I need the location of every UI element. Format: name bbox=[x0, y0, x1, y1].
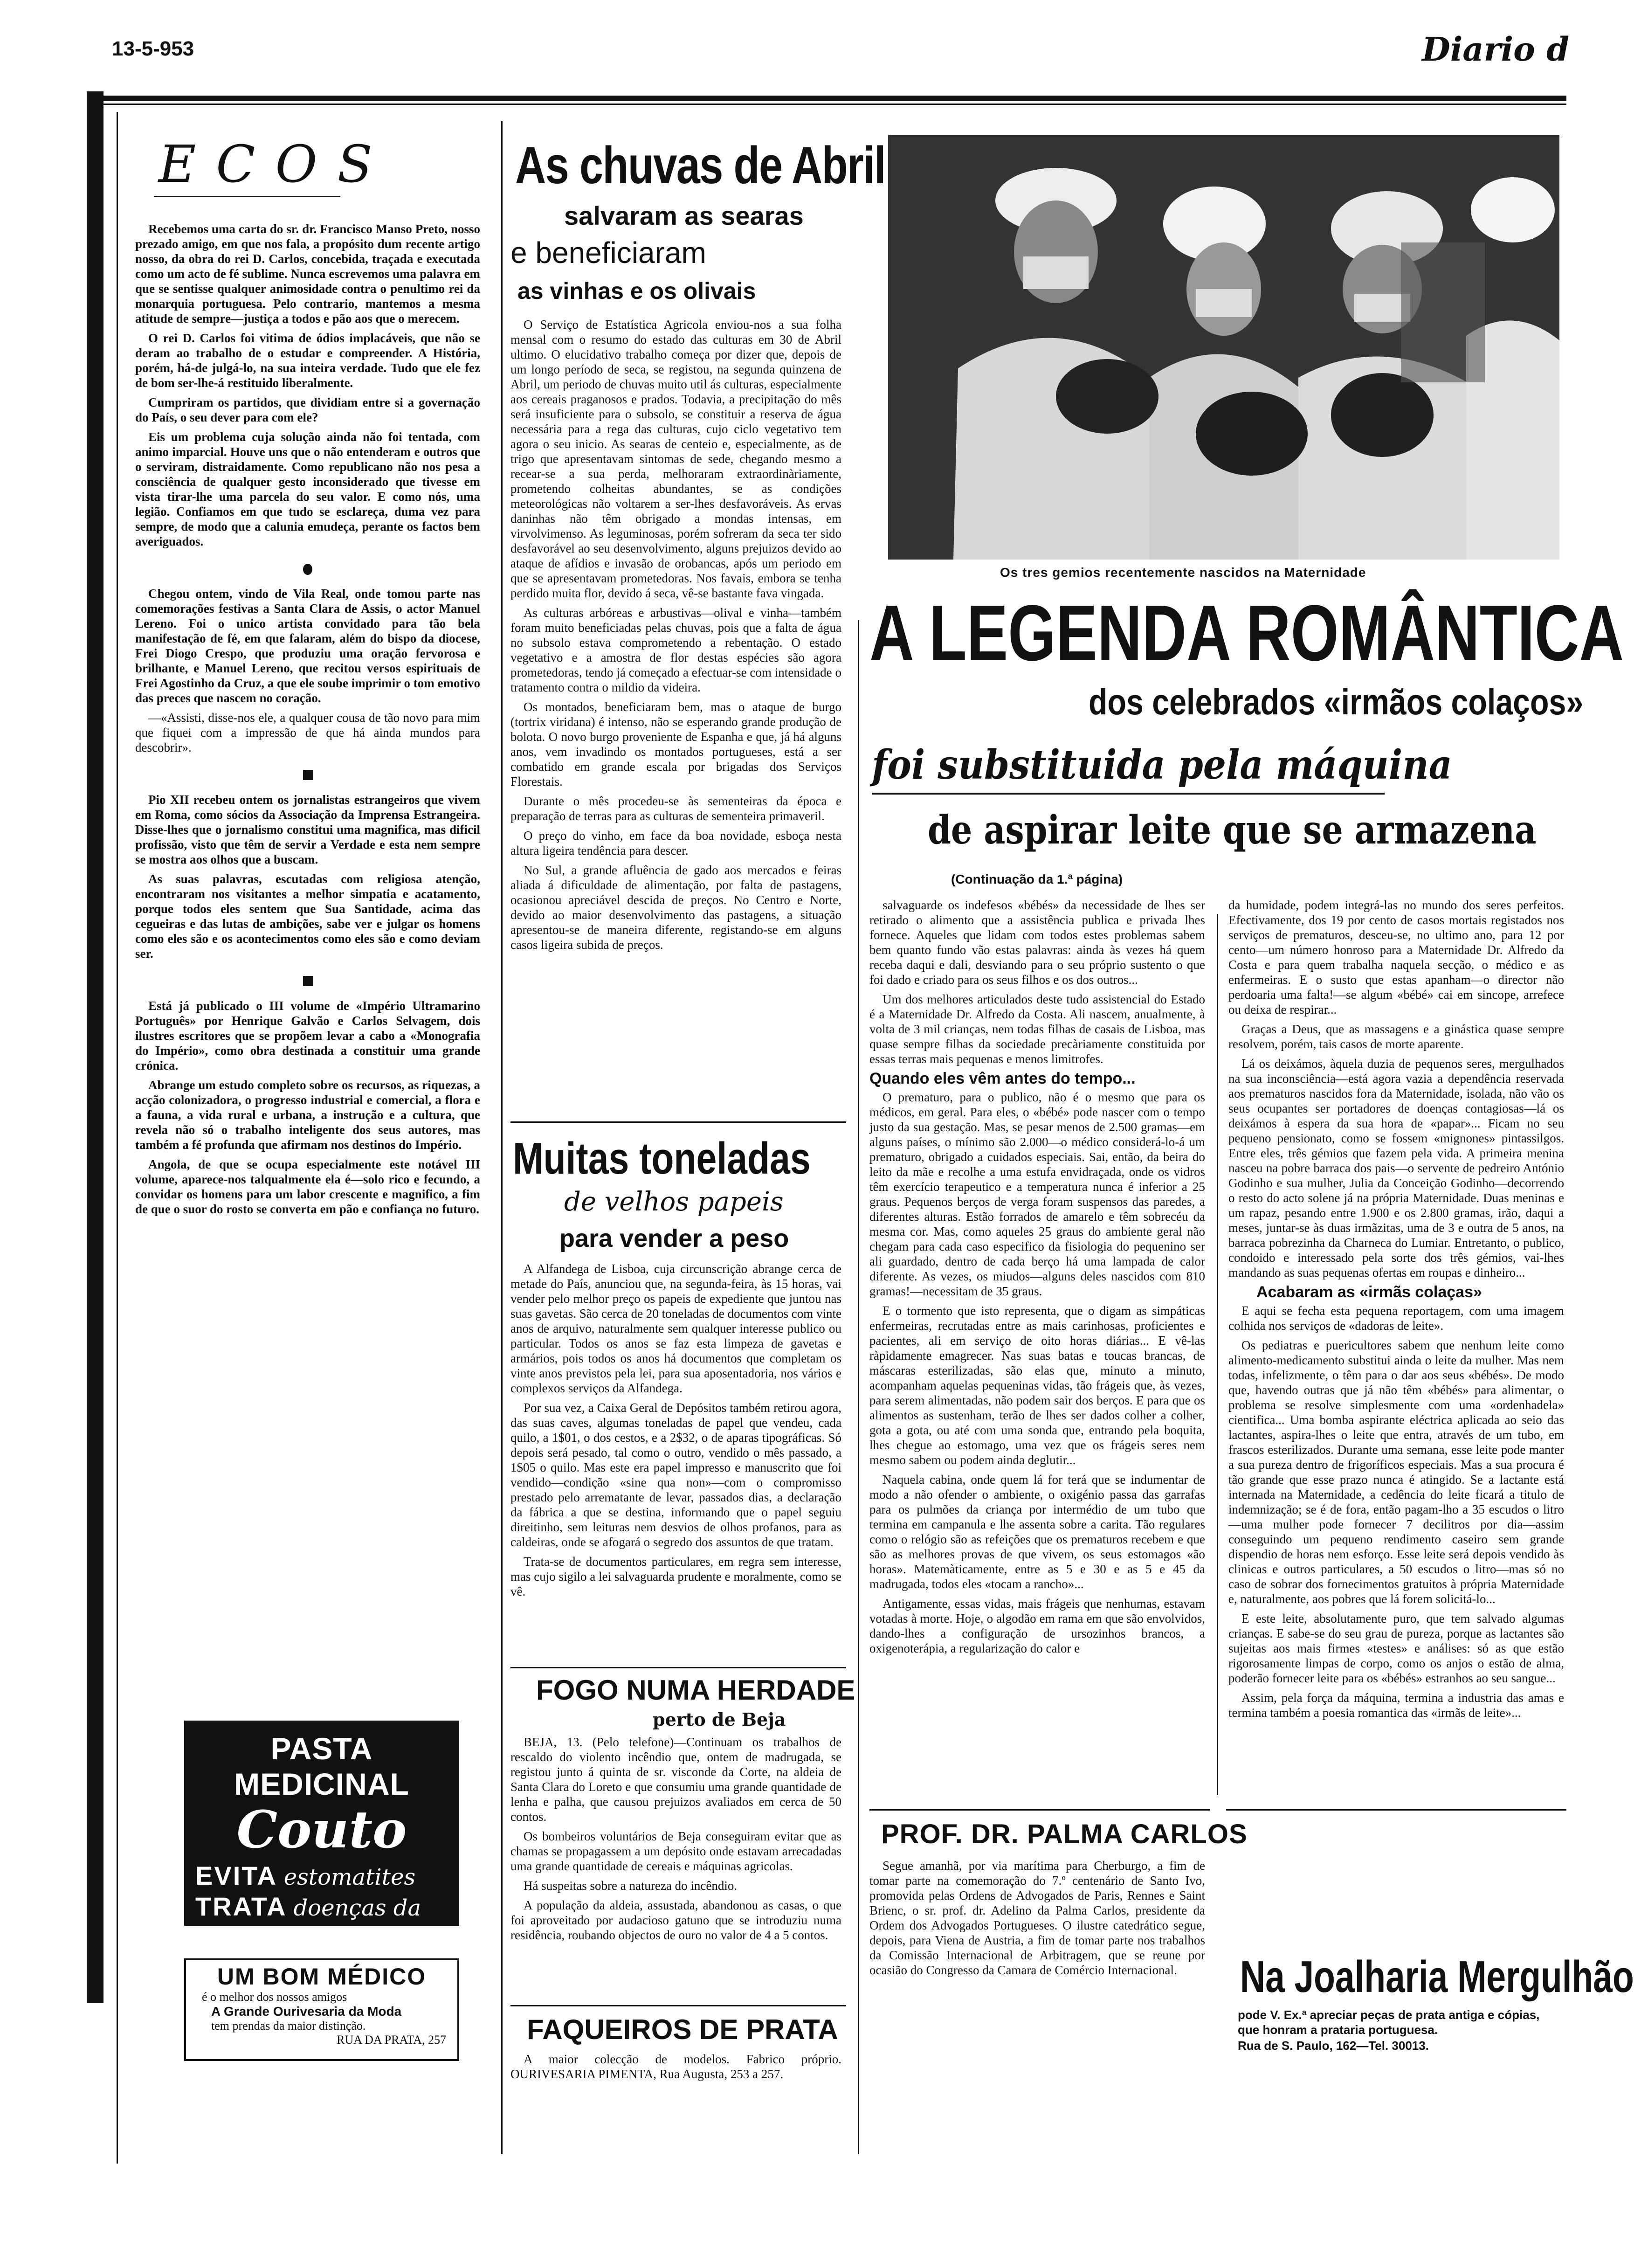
ecos-paragraph: Pio XII recebeu ontem os jornalistas estrangeiros que vivem em Roma, como sócios da Associação da Imprensa Estrangeira. Disse-lhes que o jornalismo constitui uma magnifica, mas dificil profissão, visto que têm de servir a Verdade e esta nem sempre se mostra aos olhos que a buscam. bbox=[135, 793, 480, 866]
joalharia-headline: Na Joalharia Mergulhão bbox=[1240, 1952, 1634, 2002]
legenda-paragraph: O prematuro, para o publico, não é o mesmo que para os médicos, em geral. Para eles, o «bébé» pode nascer com o tempo justo da sua gestação. Mas, se pesar menos de 2.500 gramas—em alguns países, o mínimo são 2.000—o médico considerá-lo-á um prematuro, obrigado a cuidados especiais. Sai, então, da beira do leito da mãe e recolhe a uma estufa envidraçada, onde os vidros têm exercício terapeutico e a temperatura nunca é inferior a 25 graus. Pequenos berços de verga foram suspensos das paredes, a diferentes alturas. Estão forrados de amarelo e têm sobrecéu da mesma cor. Mas, como aqueles 25 graus do ambiente geral não chegam para cada caso especifico da fisiologia do pequenino ser ali guardado, dentro de cada berço há uma lampada de calor diferente. As vezes, os miudos—alguns deles nascidos com 810 gramas!—necessitam de 35 graus. bbox=[869, 1090, 1205, 1298]
legenda-subhead-3: de aspirar leite que se armazena bbox=[928, 807, 1537, 853]
pasta-ad-line1: PASTA MEDICINAL bbox=[234, 1731, 409, 1801]
photo-caption: Os tres gemios recentemente nascidos na Maternidade bbox=[1000, 565, 1366, 580]
maternity-photo-image bbox=[888, 135, 1559, 560]
pasta-ad-trata-text: doenças da boca bbox=[195, 1895, 421, 1951]
joalharia-top-rule bbox=[1226, 1809, 1566, 1811]
legenda-paragraph: E aqui se fecha esta pequena reportagem, com uma imagem colhida nos serviços de «dadoras de leite». bbox=[1228, 1304, 1564, 1333]
legenda-paragraph: salvaguarde os indefesos «bébés» da necessidade de lhes ser retirado o alimento que a assistência publica e privada lhes fornece. Aqueles que lidam com todos estes problemas sabem bem quanto fundo vão estas palavras: ainda às vezes há quem receba daqui e dali, desviando para o seu próprio sustento o que foi dado e criado para os seus filhos e os dos outros... bbox=[869, 898, 1205, 987]
palma-top-rule bbox=[869, 1809, 1210, 1811]
papeis-subhead-1: de velhos papeis bbox=[564, 1187, 784, 1217]
fogo-paragraph: A população da aldeia, assustada, abandonou as casas, o que foi aproveitado por audacioso gatuno que se introduziu numa residência, roubando objectos de ouro no valor de 4 a 5 contos. bbox=[510, 1898, 841, 1942]
legenda-paragraph: E o tormento que isto representa, que o digam as simpáticas enfermeiras, recrutadas entre as mais carinhosas, proficientes e pacientes, ali em serviço de oito horas diárias... E vê-las ràpidamente emagrecer. Nas suas batas e toucas brancas, de máscaras esterilizadas, são elas que, minuto a minuto, acompanham aquelas pequeninas vidas, tão frágeis que, às vezes, para serem alimentadas, não podem sair dos berços. E para que os alimentos as sustenham, terão de lhes ser dados colher a colher, gota a gota, ou até com uma sonda que, entrando pela boquita, lhes chegue ao estomago, uma vez que os frágeis seres nem mesmo sabem ou podem ainda deglutir... bbox=[869, 1304, 1205, 1467]
legenda-col2-subhead: Acabaram as «irmãs colaças» bbox=[1256, 1283, 1482, 1301]
pasta-ad-evita-row bbox=[184, 1860, 459, 1891]
fogo-body bbox=[510, 1735, 841, 1947]
ecos-paragraph: O rei D. Carlos foi vitima de ódios implacáveis, que não se deram ao trabalho de o estudar e compreender. A História, porém, há-de julgá-lo, na sua inteira verdade. Tudo que ele fez de bom ser-lhe-á restituido liberalmente. bbox=[135, 331, 480, 390]
palma-paragraph: Segue amanhã, por via marítima para Cherburgo, a fim de tomar parte na comemoração do 7.º centenário de Santo Ivo, promovida pelas Ordens de Advogados de Paris, Rennes e Saint Brienc, o sr. prof. dr. Adelino da Palma Carlos, presidente da Ordem dos Advogados Portugueses. O ilustre catedrático segue, depois, para Viena de Austria, a fim de tomar parte nos trabalhos da Comissão Internacional de Arbitragem, que se reune por ocasião do Congresso da Camara de Comércio Internacional. bbox=[869, 1859, 1205, 1977]
faqueiros-paragraph: A maior colecção de modelos. Fabrico próprio. OURIVESARIA PIMENTA, Rua Augusta, 253 a 257. bbox=[510, 2052, 841, 2081]
ecos-paragraph: Recebemos uma carta do sr. dr. Francisco Manso Preto, nosso prezado amigo, em que nos fala, a propósito dum recente artigo nosso, da obra do rei D. Carlos, concebida, traçada e executada como um acto de fé sublime. Nunca escrevemos uma palavra em que se sentisse qualquer animosidade contra o penultimo rei da monarquia portuguesa. Pelo contrario, mantemos a mesma atitude de sempre—justiça a todos e pão aos que o merecem. bbox=[135, 222, 480, 325]
legenda-headline: A LEGENDA ROMÂNTICA bbox=[869, 589, 1624, 678]
column-rule-2 bbox=[858, 620, 859, 2154]
chuvas-end-rule bbox=[510, 1121, 846, 1123]
chuvas-paragraph: O Serviço de Estatística Agricola enviou-nos a sua folha mensal com o resumo do estado das culturas em 30 de Abril ultimo. O elucidativo trabalho começa por dizer que, depois de um longo período de seca, se registou, na segunda quinzena de Abril, um periodo de chuvas muito util ás culturas, especialmente aos cereais praganosos e prados. Todavia, a precipitação do mês será insuficiente para o subsolo, se constituir a reserva de água necessária para a rega das culturas, cujo ciclo vegetativo tem agora o seu inicio. As searas de centeio e, especialmente, as de trigo que apresentavam sintomas de sede, chegando mesmo a recear-se a sua perda, melhoraram extraordinàriamente, prometendo colheitas abundantes, se as condições meteorológicas não voltarem a ser-lhes desfavoráveis. As ervas daninhas não têm obrigado a mondas intensas, em virvolvimenso. As leguminosas, porém sofreram da seca ter sido desfavorável ao seu desenvolvimento, alguns prejuizos devido ao ataque de afídios e invasão de orobancas, após um periodo em que se apresentavam prometedoras. Nos favais, embora se tenha perdido muita flor, devido á seca, vê-se bastante fava vingada. bbox=[510, 318, 841, 600]
chuvas-headline: As chuvas de Abril bbox=[515, 136, 885, 194]
ecos-paragraph: Chegou ontem, vindo de Vila Real, onde tomou parte nas comemorações festivas a Santa Clara de Assis, o actor Manuel Lereno. Foi o unico artista convidado para tão bela manifestação de fé, em que falaram, além do bispo da diocese, Frei Diogo Crespo, que produziu uma oração fervorosa e brilhante, e Manuel Lereno, que recitou versos espirituais de Frei Agostinho da Cruz, a que ele soube imprimir o tom emotivo das preces que nascem no coração. bbox=[135, 587, 480, 705]
legenda-paragraph: da humidade, podem integrá-las no mundo dos seres perfeitos. Efectivamente, dos 19 por cento de casos mortais registados nos serviços de prematuros, desceu-se, no ultimo ano, para 12 por cento—um número honroso para a Maternidade Dr. Alfredo da Costa e para quem trabalha naquela secção, o médico e as enfermeiras. E o susto que estas apanham—o director não perdoaria uma falta!—se algum «bébé» cai em sincope, arrefece ou deixa de respirar... bbox=[1228, 898, 1564, 1016]
palma-headline: PROF. DR. PALMA CARLOS bbox=[881, 1819, 1248, 1849]
left-margin-line bbox=[117, 112, 118, 2164]
ecos-paragraph: Angola, de que se ocupa especialmente este notável III volume, aparece-nos talqualmente ela é—solo rico e fecundo, a convidar os homens para um labor crescente e magnifico, a fim de que o suor do rosto se converta em pão e confiança no futuro. bbox=[135, 1157, 480, 1216]
joalharia-text-1: pode V. Ex.ª apreciar peças de prata antiga e cópias, que honram a prataria portuguesa. bbox=[1238, 2008, 1540, 2037]
chuvas-paragraph: No Sul, a grande afluência de gado aos mercados e feiras aliada á dificuldade de alimentação, por falta de pastagens, ocasionou apreciável descida de preços. No Centro e Norte, devido ao maior desenvolvimento das pastagens, a situação apresentou-se de maneira diferente, registando-se em alguns casos ligeira subida de preços. bbox=[510, 863, 841, 952]
fogo-end-rule bbox=[510, 2005, 846, 2006]
legenda-col1 bbox=[869, 898, 1205, 1660]
fogo-paragraph: Há suspeitas sobre a natureza do incêndio. bbox=[524, 1879, 738, 1893]
chuvas-paragraph: O preço do vinho, em face da boa novidade, esboça nesta altura ligeira tendência para descer. bbox=[510, 829, 841, 857]
palma-body bbox=[869, 1858, 1205, 1982]
bom-medico-line1: é o melhor dos nossos amigos bbox=[202, 1990, 347, 2004]
papeis-paragraph: Por sua vez, a Caixa Geral de Depósitos também retirou agora, das suas caves, algumas toneladas de papel que vendeu, cada quilo, a 1$01, o dos cestos, e a 2$32, o de aparas tipográficas. Só depois será pesado, tal como o outro, vendido o mês passado, a 1$05 o quilo. Mas este era papel impresso e manuscrito que foi vendido—condição «sine qua non»—com o compromisso prestado pelo arrematante de levar, passados dias, a declaração da fábrica a que se destina, informando que o papel seguiu direitinho, sem leituras nem desvios de olhos profanos, para as caldeiras, onde se afogará o segredo dos assuntos de que tratam. bbox=[510, 1401, 841, 1549]
ecos-paragraph: As suas palavras, escutadas com religiosa atenção, encontraram nos visitantes a melhor simpatia e acatamento, porque todos eles sentem que Sua Santidade, acima das cegueiras e das lutas de ambições, sabe ver e julgar os homens como eles são e os acontecimentos como eles são e como deviam ser. bbox=[135, 872, 480, 961]
papeis-paragraph: A Alfandega de Lisboa, cuja circunscrição abrange cerca de metade do País, anunciou que, na segunda-feira, às 15 horas, vai vender pelo melhor preço os papeis de expediente que juntou nas suas gavetas. São cerca de 20 toneladas de documentos com vinte anos de arquivo, naturalmente sem qualquer interesse publico ou particular. Todos os anos se faz esta limpeza de gavetas e armários, pois todos os anos há documentos que completam os vinte anos previstos pela lei, para sua aposentadoria, nos vários e complexos serviços da Alfandega. bbox=[510, 1262, 842, 1395]
paper-name: Diario d bbox=[1422, 30, 1570, 69]
faqueiros-body bbox=[510, 2052, 841, 2086]
section-bullet bbox=[303, 564, 312, 575]
ecos-article bbox=[135, 221, 480, 1221]
left-margin-bar bbox=[87, 91, 103, 2003]
column-rule-1 bbox=[501, 121, 503, 2154]
legenda-subhead-underline bbox=[872, 793, 1385, 795]
chuvas-body bbox=[510, 317, 841, 957]
legenda-paragraph: Um dos melhores articulados deste tudo assistencial do Estado é a Maternidade Dr. Alfredo da Costa. Ali nascem, anualmente, à volta de 3 mil crianças, nem todas filhas de casais de Lisboa, mas quase sempre filhas da sociedade precàriamente constituida por essas terras mais pequenas e menos limitrofes. bbox=[869, 992, 1205, 1066]
chuvas-paragraph: Os montados, beneficiaram bem, mas o ataque de burgo (tortrix viridana) é intenso, não se esperando grande produção de bolota. O novo burgo proveniente de Espanha e que, já há alguns anos, vem invadindo os montados portugueses, está a ser combatido em grande escala por brigadas dos Serviços Florestais. bbox=[510, 700, 841, 788]
legenda-paragraph: Os pediatras e puericultores sabem que nenhum leite como alimento-medicamento substitui ainda o leite da mulher. Mas nem todas, infelizmente, o têm para o dar aos seus «bébés». De modo que, havendo outras que já não têm «bébés» para alimentar, o problema se resolve simplesmente com uma «ordenhadela» cientifica... Uma bomba aspirante eléctrica aplicada ao seio das lactantes, aspira-lhes o leite que entra, através de um tubo, em frascos esterilizados. Durante uma semana, esse leite pode manter a sua pureza dentro de frigoríficos especiais. Mas a sua procura é tão grande que esse prazo nunca é atingido. Se a lactante está internada na Maternidade, a cedência do leite ficará a titulo de indemnização; se é de fora, então pagam-lho a 35 escudos o litro—uma mulher pode fornecer 7 decilitros por dia—assim conseguindo um pequeno rendimento caseiro sem grande dispendio de horas nem esforço. Esse leite será depois vendido às clinicas e outros particulares, a 50 escudos o litro—mas só no caso de sobrar dos fornecimentos gratuitos à própria Maternidade e, naturalmente, aos pobres que lá forem solicitá-lo... bbox=[1228, 1338, 1564, 1606]
legenda-subhead-2: foi substituida pela máquina bbox=[872, 741, 1452, 788]
papeis-subhead-2: para vender a peso bbox=[559, 1224, 789, 1252]
pasta-ad-trata-row bbox=[184, 1891, 459, 1952]
ecos-paragraph: Abrange um estudo completo sobre os recursos, as riquezas, a acção colonizadora, o progresso industrial e comercial, a flora e a fauna, a vida rural e urbana, a instrução e a cultura, que revela não só o trabalho inteligente dos seus autores, mas também a fé profunda que afirmam nos destinos do Império. bbox=[135, 1078, 480, 1152]
pasta-medicinal-ad bbox=[184, 1721, 459, 1951]
legenda-col2 bbox=[1228, 898, 1564, 1725]
fogo-subhead: perto de Beja bbox=[653, 1709, 786, 1730]
legenda-paragraph: E este leite, absolutamente puro, que tem salvado algumas crianças. E sabe-se do seu grau de pureza, porque as lactantes são sujeitas aos mais firmes «testes» e análises: só as que estão rigorosamente limpas de corpo, como os anjos o estão de alma, poderão fornecer leite para os «bébés» estranhos ao seu sangue... bbox=[1228, 1611, 1564, 1685]
pasta-ad-brand: Couto bbox=[236, 1799, 407, 1860]
ecos-paragraph: Eis um problema cuja solução ainda não foi tentada, com animo imparcial. Houve uns que o não entenderam e outros que o serviram, distraidamente. Como republicano não nos pesa a consciência de qualquer gesto inconsiderado que tivesse em vista tirar-lhe uma parcela do seu valor. E como nós, uma legião. Confiamos em que tudo se esclareça, duma vez para sempre, de modo que a calunia emudeça, perante os factos bem averiguados. bbox=[135, 430, 480, 548]
legenda-paragraph: Antigamente, essas vidas, mais frágeis que nenhumas, estavam votadas à morte. Hoje, o algodão em rama em que são envolvidos, dando-lhes a configuração de ursozinhos brancos, a oxigenoterápia, a regularização do calor e bbox=[869, 1597, 1205, 1655]
bom-medico-line2: A Grande Ourivesaria da Moda bbox=[211, 2004, 402, 2019]
chuvas-paragraph: As culturas arbóreas e arbustivas—olival e vinha—também foram muito beneficiadas pelas chuvas, pois que a falta de água no subsolo estava comprometendo a rebentação. O estado vegetativo e a amostra de flor destas espécies são agora prometedoras, tendo já começado a efectuar-se com intensidade o tratamento contra o mildio da videira. bbox=[510, 606, 841, 694]
joalharia-text-2: Rua de S. Paulo, 162—Tel. 30013. bbox=[1238, 2039, 1429, 2053]
maternity-photo bbox=[888, 135, 1559, 560]
papeis-end-rule bbox=[510, 1667, 846, 1668]
legenda-paragraph: Graças a Deus, que as massagens e a ginástica quase sempre resolvem, porém, tais casos de morte aparente. bbox=[1228, 1022, 1564, 1051]
papeis-headline: Muitas toneladas bbox=[513, 1134, 811, 1183]
bom-medico-title: UM BOM MÉDICO bbox=[217, 1964, 427, 1990]
chuvas-subhead-1: salvaram as searas bbox=[564, 201, 804, 230]
pasta-ad-evita-text: estomatites bbox=[283, 1864, 416, 1890]
fogo-headline: FOGO NUMA HERDADE bbox=[536, 1674, 855, 1706]
papeis-body bbox=[510, 1261, 841, 1604]
top-rule bbox=[89, 96, 1566, 101]
chuvas-subhead-3: as vinhas e os olivais bbox=[517, 278, 756, 304]
papeis-paragraph: Trata-se de documentos particulares, em regra sem interesse, mas cujo sigilo a lei salvaguarda prudente e moralmente, como se vê. bbox=[510, 1555, 842, 1598]
top-rule-thin bbox=[89, 104, 1566, 105]
ecos-title-underline bbox=[154, 196, 340, 197]
chuvas-paragraph: Durante o mês procedeu-se às sementeiras da época e preparação de terras para as culturas de sementeira primaveril. bbox=[510, 794, 841, 823]
ecos-title: E C O S bbox=[159, 134, 374, 194]
legenda-paragraph: Naquela cabina, onde quem lá for terá que se indumentar de modo a não ofender o ambiente, o oxigénio passa das garrafas para os pulmões da criança por intermédio de um tubo que termina em campanula e lhe assenta sobre a carita. Tão regulares como o relógio são as refeições que os prematuros recebem e que são as melhores provas de que vivem, os seus estomagos «ão horas». Matemàticamente, entre as 5 e 30 e as 5 e 45 da madrugada, todos eles «tocam a rancho»... bbox=[869, 1473, 1205, 1591]
legenda-continuation: (Continuação da 1.ª página) bbox=[951, 872, 1123, 886]
ecos-paragraph: Cumpriram os partidos, que dividiam entre si a governação do País, o seu dever para com ele? bbox=[135, 395, 480, 424]
pasta-ad-trata: TRATA bbox=[195, 1892, 287, 1921]
ecos-paragraph: —«Assisti, disse-nos ele, a qualquer cousa de tão novo para mim que fiquei com a impressão de que há ainda mundos para descobrir». bbox=[135, 711, 480, 754]
legenda-paragraph: Assim, pela força da máquina, termina a industria das amas e termina também a poesia romantica das «irmãs de leite»... bbox=[1228, 1691, 1564, 1720]
legenda-subhead-1: dos celebrados «irmãos colaços» bbox=[1089, 681, 1584, 722]
bom-medico-ad bbox=[184, 1958, 459, 2061]
bom-medico-line3: tem prendas da maior distinção. bbox=[211, 2019, 366, 2033]
pasta-ad-evita: EVITA bbox=[195, 1861, 277, 1890]
legenda-col1-subhead: Quando eles vêm antes do tempo... bbox=[869, 1070, 1136, 1087]
page-date: 13-5-953 bbox=[112, 37, 194, 60]
fogo-paragraph: BEJA, 13. (Pelo telefone)—Continuam os trabalhos de rescaldo do violento incêndio que, ontem de madrugada, se registou junto á quinta de sr. visconde da Corte, na aldeia de Santa Clara do Loreto e que consumiu uma grande quantidade de lenha e palha, que causou prejuizos avaliados em cerca de 50 contos. bbox=[510, 1735, 841, 1824]
column-rule-3 bbox=[1217, 914, 1218, 1795]
legenda-paragraph: Lá os deixámos, àquela duzia de pequenos seres, mergulhados na sua inconsciência—está agora vazia a dependência reservada aos prematuros nascidos fora da Maternidade, isolada, não vão os seus ocupantes ser portadores de doenças contagiosas—lá os deixámos à espera da sua hora de «papar»... Ficam no seu pequeno pensionato, como se fossem «mignones» pintassilgos. Entre eles, três gémios que fazem pela vida. A primeira menina nasceu na pobre barraca dos pais—o servente de pedreiro António Godinho e sua mulher, Julia da Conceição Godinho—decorrendo o resto do acto solene já na própria Maternidade. Duas meninas e um rapaz, pesando entre 1.900 e os 2.800 gramas, irão, daqui a meses, juntar-se às duas irmãzitas, uma de 3 e outra de 5 anos, na barraca pobrezinha da Charneca do Lumiar. Entretanto, o publico, condoido e interessado pela sorte dos três gémios, vai-lhes mandando as suas pequenas ofertas em roupas e dinheiro... bbox=[1228, 1057, 1564, 1279]
faqueiros-headline: FAQUEIROS DE PRATA bbox=[527, 2014, 838, 2045]
bom-medico-line4: RUA DA PRATA, 257 bbox=[337, 2033, 446, 2047]
ecos-paragraph: Está já publicado o III volume de «Império Ultramarino Português» por Henrique Galvão e Carlos Selvagem, dois ilustres escritores que se propõem levar a cabo a «Monografia do Império», como obra destinada a constituir uma grande crónica. bbox=[135, 999, 480, 1072]
section-bullet bbox=[303, 770, 313, 780]
fogo-paragraph: Os bombeiros voluntários de Beja conseguiram evitar que as chamas se propagassem a um depósito onde estavam arrecadadas uma grande quantidade de cereais e máquinas agricolas. bbox=[510, 1829, 841, 1873]
chuvas-subhead-2: e beneficiaram bbox=[510, 236, 706, 270]
section-bullet bbox=[303, 976, 313, 986]
